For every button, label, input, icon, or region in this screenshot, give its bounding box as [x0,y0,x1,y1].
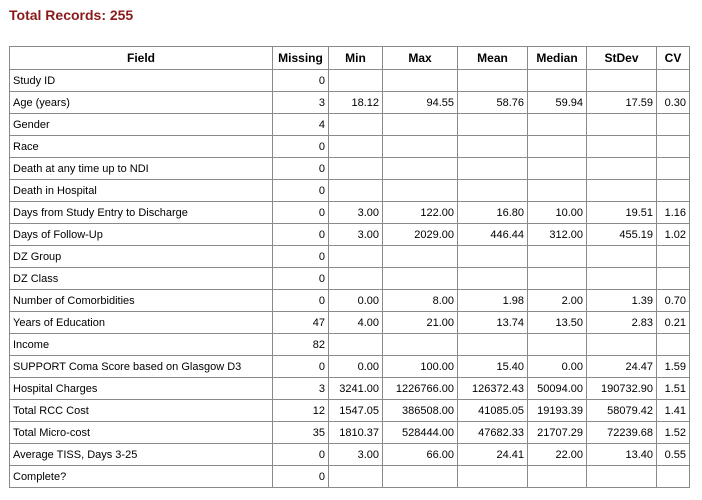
mean-cell: 41085.05 [458,400,528,422]
table-row [10,268,690,290]
max-cell: 21.00 [383,312,458,334]
cv-cell [657,70,690,92]
min-cell [329,136,383,158]
missing-cell: 0 [273,356,329,378]
mean-cell [458,246,528,268]
median-cell [528,136,587,158]
missing-cell: 0 [273,158,329,180]
mean-cell: 47682.33 [458,422,528,444]
column-header-min: Min [329,47,383,70]
min-cell: 0.00 [329,356,383,378]
field-cell: Death at any time up to NDI [10,158,273,180]
column-header-mean: Mean [458,47,528,70]
mean-cell: 13.74 [458,312,528,334]
missing-cell: 3 [273,378,329,400]
stdev-cell: 190732.90 [587,378,657,400]
mean-cell [458,466,528,488]
median-cell [528,158,587,180]
max-cell: 2029.00 [383,224,458,246]
table-row [10,444,690,466]
cv-cell: 1.02 [657,224,690,246]
mean-cell: 15.40 [458,356,528,378]
column-header-field: Field [10,47,273,70]
median-cell [528,70,587,92]
cv-cell: 0.55 [657,444,690,466]
cv-cell: 1.52 [657,422,690,444]
field-cell: Study ID [10,70,273,92]
table-row [10,356,690,378]
stdev-cell: 1.39 [587,290,657,312]
field-cell: Age (years) [10,92,273,114]
min-cell [329,114,383,136]
field-cell: Total RCC Cost [10,400,273,422]
cv-cell: 0.30 [657,92,690,114]
median-cell: 22.00 [528,444,587,466]
cv-cell: 1.41 [657,400,690,422]
cv-cell: 1.59 [657,356,690,378]
column-header-missing: Missing [273,47,329,70]
stdev-cell: 17.59 [587,92,657,114]
stdev-cell: 72239.68 [587,422,657,444]
cv-cell [657,136,690,158]
cv-cell [657,180,690,202]
missing-cell: 35 [273,422,329,444]
table-row [10,246,690,268]
field-cell: Days from Study Entry to Discharge [10,202,273,224]
min-cell: 4.00 [329,312,383,334]
median-cell [528,246,587,268]
missing-cell: 0 [273,224,329,246]
mean-cell [458,70,528,92]
cv-cell [657,114,690,136]
stdev-cell [587,114,657,136]
median-cell: 19193.39 [528,400,587,422]
median-cell: 50094.00 [528,378,587,400]
median-cell [528,334,587,356]
field-cell: Gender [10,114,273,136]
header-row [10,47,690,70]
table-row [10,114,690,136]
min-cell [329,334,383,356]
stdev-cell [587,180,657,202]
max-cell: 1226766.00 [383,378,458,400]
mean-cell [458,180,528,202]
stdev-cell [587,246,657,268]
mean-cell [458,114,528,136]
table-row [10,180,690,202]
max-cell [383,246,458,268]
min-cell [329,268,383,290]
median-cell: 13.50 [528,312,587,334]
min-cell: 18.12 [329,92,383,114]
missing-cell: 0 [273,444,329,466]
stdev-cell [587,466,657,488]
summary-statistics-table [9,46,690,488]
median-cell [528,466,587,488]
min-cell: 0.00 [329,290,383,312]
missing-cell: 3 [273,92,329,114]
missing-cell: 0 [273,466,329,488]
max-cell: 94.55 [383,92,458,114]
missing-cell: 82 [273,334,329,356]
median-cell: 21707.29 [528,422,587,444]
max-cell [383,70,458,92]
missing-cell: 0 [273,70,329,92]
max-cell [383,268,458,290]
table-row [10,466,690,488]
cv-cell [657,268,690,290]
field-cell: Death in Hospital [10,180,273,202]
cv-cell: 1.16 [657,202,690,224]
min-cell [329,70,383,92]
table-row [10,136,690,158]
missing-cell: 12 [273,400,329,422]
median-cell: 2.00 [528,290,587,312]
max-cell: 528444.00 [383,422,458,444]
stdev-cell [587,136,657,158]
column-header-max: Max [383,47,458,70]
missing-cell: 47 [273,312,329,334]
stdev-cell [587,158,657,180]
max-cell [383,158,458,180]
median-cell: 10.00 [528,202,587,224]
table-row [10,92,690,114]
mean-cell [458,268,528,290]
stdev-cell: 2.83 [587,312,657,334]
total-records-label: Total Records: 255 [9,7,134,23]
cv-cell [657,334,690,356]
table-body [10,70,690,488]
cv-cell: 1.51 [657,378,690,400]
column-header-stdev: StDev [587,47,657,70]
max-cell: 66.00 [383,444,458,466]
median-cell [528,268,587,290]
missing-cell: 0 [273,180,329,202]
cv-cell [657,246,690,268]
cv-cell: 0.70 [657,290,690,312]
field-cell: Hospital Charges [10,378,273,400]
median-cell: 59.94 [528,92,587,114]
cv-cell [657,466,690,488]
field-cell: Years of Education [10,312,273,334]
field-cell: Days of Follow-Up [10,224,273,246]
table-row [10,290,690,312]
missing-cell: 0 [273,290,329,312]
min-cell: 3.00 [329,202,383,224]
field-cell: SUPPORT Coma Score based on Glasgow D3 [10,356,273,378]
max-cell [383,466,458,488]
min-cell: 1547.05 [329,400,383,422]
stdev-cell [587,268,657,290]
min-cell: 1810.37 [329,422,383,444]
max-cell: 122.00 [383,202,458,224]
stdev-cell: 19.51 [587,202,657,224]
missing-cell: 0 [273,136,329,158]
median-cell: 312.00 [528,224,587,246]
field-cell: Race [10,136,273,158]
mean-cell: 16.80 [458,202,528,224]
table-row [10,422,690,444]
max-cell [383,136,458,158]
table-row [10,224,690,246]
field-cell: DZ Class [10,268,273,290]
max-cell: 8.00 [383,290,458,312]
mean-cell [458,136,528,158]
max-cell: 100.00 [383,356,458,378]
stdev-cell: 455.19 [587,224,657,246]
table-row [10,158,690,180]
table-row [10,312,690,334]
max-cell [383,334,458,356]
mean-cell: 24.41 [458,444,528,466]
mean-cell: 1.98 [458,290,528,312]
missing-cell: 4 [273,114,329,136]
cv-cell: 0.21 [657,312,690,334]
field-cell: Number of Comorbidities [10,290,273,312]
min-cell: 3.00 [329,224,383,246]
cv-cell [657,158,690,180]
field-cell: DZ Group [10,246,273,268]
min-cell [329,466,383,488]
median-cell [528,114,587,136]
min-cell [329,246,383,268]
median-cell [528,180,587,202]
column-header-cv: CV [657,47,690,70]
min-cell [329,158,383,180]
field-cell: Total Micro-cost [10,422,273,444]
missing-cell: 0 [273,202,329,224]
stdev-cell: 13.40 [587,444,657,466]
field-cell: Complete? [10,466,273,488]
table-row [10,202,690,224]
mean-cell [458,334,528,356]
table-row [10,334,690,356]
mean-cell: 446.44 [458,224,528,246]
column-header-median: Median [528,47,587,70]
min-cell: 3.00 [329,444,383,466]
min-cell: 3241.00 [329,378,383,400]
max-cell: 386508.00 [383,400,458,422]
table-row [10,70,690,92]
mean-cell: 126372.43 [458,378,528,400]
max-cell [383,114,458,136]
stdev-cell: 58079.42 [587,400,657,422]
median-cell: 0.00 [528,356,587,378]
min-cell [329,180,383,202]
stdev-cell [587,70,657,92]
missing-cell: 0 [273,246,329,268]
mean-cell [458,158,528,180]
table-row [10,400,690,422]
max-cell [383,180,458,202]
stdev-cell [587,334,657,356]
mean-cell: 58.76 [458,92,528,114]
field-cell: Average TISS, Days 3-25 [10,444,273,466]
stdev-cell: 24.47 [587,356,657,378]
missing-cell: 0 [273,268,329,290]
field-cell: Income [10,334,273,356]
table-row [10,378,690,400]
